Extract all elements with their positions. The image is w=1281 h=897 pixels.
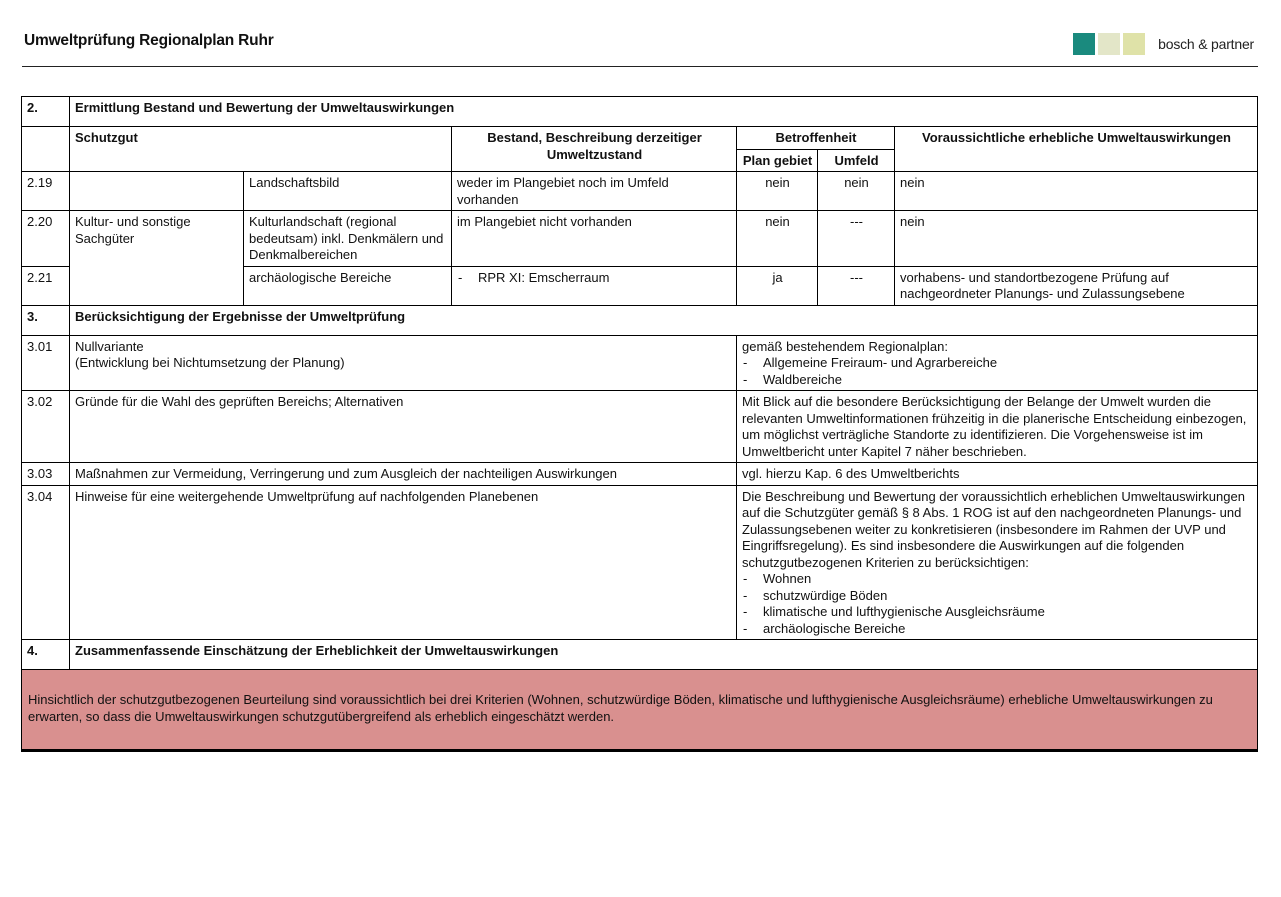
section-number: 3. — [22, 305, 70, 335]
document-title: Umweltprüfung Regionalplan Ruhr — [24, 32, 274, 49]
schutzgut-sub: Landschaftsbild — [244, 172, 452, 211]
col-header-schutzgut: Schutzgut — [70, 127, 452, 172]
auswirkung-text: nein — [895, 211, 1258, 267]
summary-row — [22, 670, 1258, 751]
bestand-item: - RPR XI: Emscherraum — [457, 270, 732, 287]
table-row — [22, 391, 1258, 463]
summary-text: Hinsichtlich der schutzgutbezogenen Beurteilung sind voraussichtlich bei drei Kriterien (Wohnen, schutzwürdige Böden, klimatische und lufthygienische Ausgleichsräume) erhebliche Umweltauswirkungen zu erwarten, so dass die Umweltauswirkungen schutzgutübergreifend als erheblich eingeschätzt werden. — [22, 670, 1258, 751]
row-number: 3.02 — [22, 391, 70, 463]
table-row — [22, 335, 1258, 391]
row-text: Mit Blick auf die besondere Berücksichtigung der Belange der Umwelt wurden die relevanten Umweltinformationen frühzeitig in die planerische Entscheidung einbezogen, um möglichst verträgliche Standorte zu identifizieren. Die Vorgehensweise ist im Umweltbericht unter Kapitel 7 näher beschrieben. — [737, 391, 1258, 463]
row-content — [737, 485, 1258, 640]
table-row — [22, 485, 1258, 640]
list-item: - Allgemeine Freiraum- und Agrarbereiche — [742, 355, 1253, 372]
row-text: Die Beschreibung und Bewertung der voraussichtlich erheblichen Umweltauswirkungen auf die Schutzgüter gemäß § 8 Abs. 1 ROG ist auf den nachgeordneten Planungs- und Zulassungsebenen weiter zu konkretisieren (insbesondere im Rahmen der UVP und Eingriffsregelung). Es sind insbesondere die Auswirkungen auf die folgenden schutzgutbezogenen Kriterien zu berücksichtigen: — [742, 488, 1245, 570]
umfeld-value: --- — [818, 266, 895, 305]
section-title: Berücksichtigung der Ergebnisse der Umweltprüfung — [70, 305, 1258, 335]
plangebiet-value: ja — [737, 266, 818, 305]
table-row — [22, 463, 1258, 486]
col-header-auswirkungen: Voraussichtliche erhebliche Umweltauswirkungen — [895, 127, 1258, 172]
table-row — [22, 172, 1258, 211]
schutzgut-group: Kultur- und sonstige Sachgüter — [70, 211, 244, 306]
plangebiet-value: nein — [737, 172, 818, 211]
logo-square-light-icon — [1098, 33, 1120, 55]
bestand-text: weder im Plangebiet noch im Umfeld vorhanden — [452, 172, 737, 211]
col-header-umfeld: Umfeld — [818, 149, 895, 172]
section-number: 4. — [22, 640, 70, 670]
row-number: 3.04 — [22, 485, 70, 640]
section-4-header — [22, 640, 1258, 670]
row-label: Hinweise für eine weitergehende Umweltprüfung auf nachfolgenden Planebenen — [70, 485, 737, 640]
column-header-row — [22, 127, 1258, 150]
logo-square-teal-icon — [1073, 33, 1095, 55]
row-text: gemäß bestehendem Regionalplan: — [742, 338, 948, 354]
schutzgut-group — [70, 172, 244, 211]
col-header-bestand: Bestand, Beschreibung derzeitiger Umweltzustand — [452, 127, 737, 172]
auswirkung-text: nein — [895, 172, 1258, 211]
list-item: - archäologische Bereiche — [742, 621, 1253, 638]
list-item: - Wohnen — [742, 571, 1253, 588]
logo-text: bosch & partner — [1158, 36, 1254, 52]
section-2-header — [22, 97, 1258, 127]
row-label: Maßnahmen zur Vermeidung, Verringerung und zum Ausgleich der nachteiligen Auswirkungen — [70, 463, 737, 486]
section-title: Ermittlung Bestand und Bewertung der Umweltauswirkungen — [70, 97, 1258, 127]
row-label-detail: (Entwicklung bei Nichtumsetzung der Planung) — [75, 355, 345, 370]
list-item: - Waldbereiche — [742, 372, 1253, 389]
umfeld-value: nein — [818, 172, 895, 211]
page-header — [22, 30, 1258, 70]
bosch-partner-logo — [1073, 32, 1254, 56]
umfeld-value: --- — [818, 211, 895, 267]
list-item: - schutzwürdige Böden — [742, 588, 1253, 605]
plangebiet-value: nein — [737, 211, 818, 267]
section-title: Zusammenfassende Einschätzung der Erheblichkeit der Umweltauswirkungen — [70, 640, 1258, 670]
schutzgut-sub: archäologische Bereiche — [244, 266, 452, 305]
row-text: vgl. hierzu Kap. 6 des Umweltberichts — [737, 463, 1258, 486]
schutzgut-sub: Kulturlandschaft (regional bedeutsam) inkl. Denkmälern und Denkmalbereichen — [244, 211, 452, 267]
section-number: 2. — [22, 97, 70, 127]
auswirkung-text: vorhabens- und standortbezogene Prüfung auf nachgeordneter Planungs- und Zulassungsebene — [895, 266, 1258, 305]
header-divider — [22, 66, 1258, 67]
list-item: - klimatische und lufthygienische Ausgleichsräume — [742, 604, 1253, 621]
row-number: 3.03 — [22, 463, 70, 486]
logo-square-yellow-icon — [1123, 33, 1145, 55]
bestand-cell — [452, 266, 737, 305]
row-number: 2.20 — [22, 211, 70, 267]
col-header-plangebiet: Plan gebiet — [737, 149, 818, 172]
row-content — [737, 335, 1258, 391]
row-label-cell — [70, 335, 737, 391]
row-label: Gründe für die Wahl des geprüften Bereichs; Alternativen — [70, 391, 737, 463]
bestand-text: im Plangebiet nicht vorhanden — [452, 211, 737, 267]
row-number: 3.01 — [22, 335, 70, 391]
table-row — [22, 211, 1258, 267]
row-label: Nullvariante — [75, 338, 144, 354]
row-number: 2.21 — [22, 266, 70, 305]
assessment-table — [21, 96, 1258, 752]
section-3-header — [22, 305, 1258, 335]
col-header-betroffenheit: Betroffenheit — [737, 127, 895, 150]
row-number: 2.19 — [22, 172, 70, 211]
